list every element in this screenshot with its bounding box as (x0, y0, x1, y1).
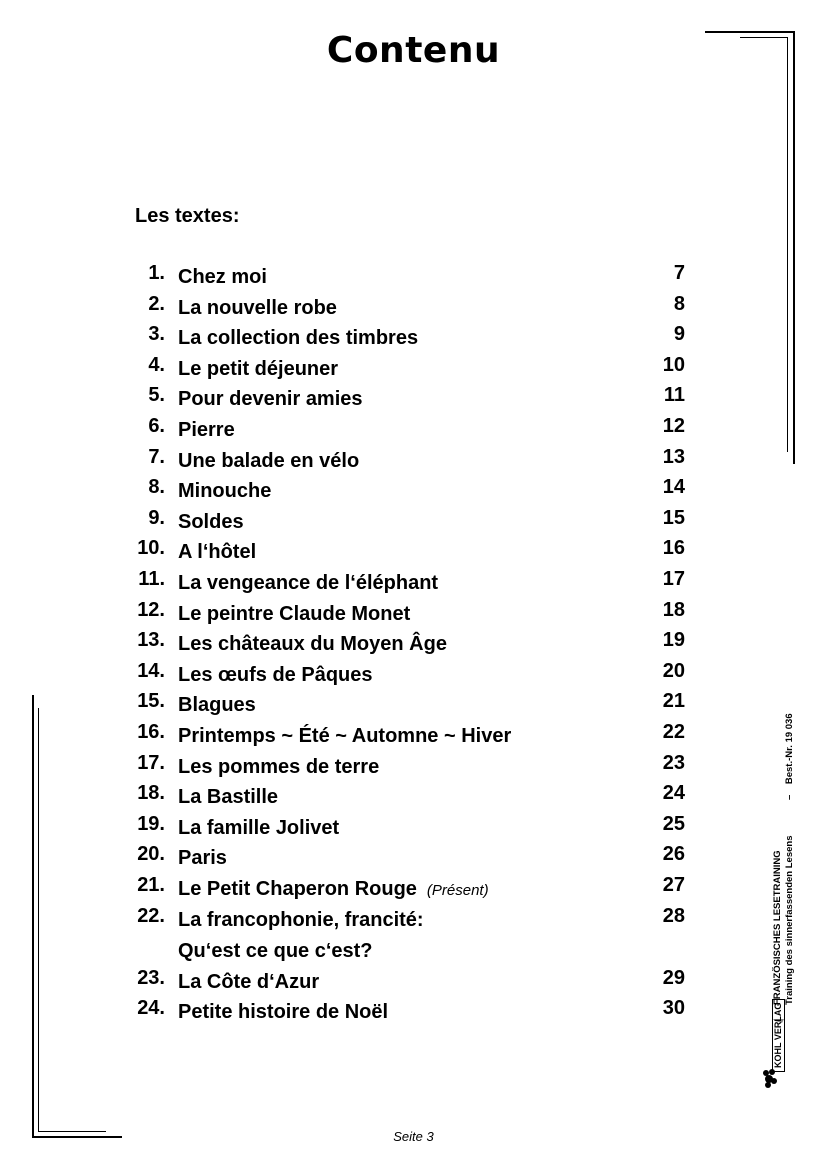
toc-entry-title-line (178, 936, 424, 967)
toc-entry-page: 26 (662, 843, 685, 866)
toc-entry-title-line (178, 384, 363, 415)
toc-entry-title-line (178, 629, 447, 660)
toc-entry-page: 22 (662, 721, 685, 743)
toc-entry-title (178, 752, 379, 783)
toc-entry-title (178, 415, 235, 446)
toc-entry-title-line (178, 813, 339, 844)
toc-entry (0, 293, 827, 323)
toc-entry-title-text: La Bastille (178, 786, 279, 809)
toc-entry-title-line (178, 599, 410, 630)
toc-entry-number: 6. (148, 415, 165, 437)
toc-entry-title-line (178, 446, 359, 477)
toc-entry-title-line (178, 476, 271, 507)
toc-entry-number: 7. (148, 445, 165, 468)
toc-entry-number: 24. (137, 997, 165, 1020)
toc-entry-title-line (178, 354, 338, 385)
frame-line-top-right (705, 31, 793, 33)
toc-entry-page: 12 (662, 415, 685, 437)
toc-entry-title-line (178, 660, 373, 691)
toc-entry-title-line (178, 843, 227, 874)
toc-entry-title (178, 323, 418, 354)
toc-entry-page: 15 (662, 506, 685, 529)
toc-entry-title-line (178, 262, 267, 293)
order-number (784, 713, 796, 800)
toc-entry-page: 19 (662, 629, 685, 652)
frame-line-right-inner (787, 37, 788, 452)
toc-entry (0, 507, 827, 537)
frame-line-left-outer (32, 695, 34, 1138)
toc-entry-title (178, 967, 319, 998)
toc-entry-number: 18. (137, 782, 165, 805)
toc-entry-page: 10 (662, 353, 685, 376)
toc-entry-page: 27 (662, 874, 685, 896)
toc-entry-title-line (178, 905, 424, 936)
toc-entry-page: 20 (662, 659, 685, 682)
toc-entry-title-text: La collection des timbres (178, 327, 419, 350)
toc-entry-page: 23 (662, 751, 685, 774)
toc-entry-number: 17. (137, 751, 165, 774)
toc-entry-number: 3. (148, 323, 165, 346)
toc-entry-title-text: A l‘hôtel (178, 541, 257, 564)
toc-entry-page: 30 (662, 997, 685, 1020)
toc-entry (0, 782, 827, 812)
toc-entry-title-line (178, 967, 319, 998)
toc-entry-title (178, 813, 339, 844)
toc-entry (0, 843, 827, 873)
toc-entry-page: 18 (662, 598, 685, 621)
toc-entry-title (178, 660, 373, 691)
toc-entry-title-text: Le petit déjeuner (178, 357, 339, 380)
toc-entry-page: 16 (662, 537, 685, 560)
toc-entry (0, 660, 827, 690)
toc-entry-title-text: La vengeance de l‘éléphant (178, 572, 439, 594)
page-number-footer: Seite 3 (393, 1129, 434, 1144)
frame-line-top-right-inner (740, 37, 787, 38)
toc-entry-title (178, 354, 338, 385)
toc-entry-title-line (178, 782, 278, 813)
toc-entry (0, 476, 827, 506)
toc-entry-title-text: Petite histoire de Noël (178, 1001, 389, 1024)
toc-entry-note: (Présent) (426, 882, 489, 899)
toc-entry-title (178, 384, 363, 415)
toc-entry-number: 9. (148, 506, 165, 529)
publisher-name: KOHL VERLAG (772, 999, 785, 1072)
section-heading: Les textes: (135, 205, 240, 227)
toc-entry-title (178, 905, 424, 967)
toc-entry-page: 28 (662, 904, 685, 927)
toc-entry-title-text: Les pommes de terre (178, 755, 380, 778)
toc-entry (0, 446, 827, 476)
toc-entry-page: 8 (673, 292, 685, 315)
toc-entry-title (178, 599, 410, 630)
toc-entry-number: 20. (137, 843, 165, 866)
toc-entry-title-line (178, 752, 379, 783)
toc-entry-title-text: Les châteaux du Moyen Âge (178, 633, 447, 656)
page-title: Contenu (326, 30, 501, 71)
toc-entry-title-line (178, 293, 337, 324)
toc-entry-title-text: Le Petit Chaperon Rouge (178, 878, 417, 900)
toc-entry (0, 904, 827, 962)
toc-entry-page: 11 (663, 384, 685, 407)
series-subtitle: Training des sinnerfassenden Lesens (784, 835, 795, 1005)
toc-entry-title-text: Paris (178, 847, 227, 870)
toc-entry-page: 9 (673, 323, 685, 346)
toc-entry-title-text: Le peintre Claude Monet (178, 602, 411, 625)
toc-entry-page: 24 (662, 782, 685, 805)
toc-entry-number: 23. (137, 966, 165, 989)
toc-entry-number: 21. (137, 874, 165, 896)
toc-entry-number: 11. (138, 568, 165, 590)
toc-entry-title-text: Soldes (178, 510, 244, 533)
toc-entry-title (178, 629, 447, 660)
toc-entry-title-text: Printemps ~ Été ~ Automne ~ Hiver (178, 725, 512, 747)
toc-entry-title (178, 262, 267, 293)
toc-entry-title-line (178, 415, 235, 446)
toc-entry (0, 721, 827, 751)
toc-entry-title-text: Pierre (178, 419, 235, 441)
toc-entry-number: 22. (137, 904, 165, 927)
toc-entry-title (178, 721, 511, 752)
toc-entry-title-line (178, 507, 244, 538)
toc-entry-title-text: La francophonie, francité: (178, 908, 424, 931)
toc-entry (0, 354, 827, 384)
toc-entry-title (178, 537, 256, 568)
toc-entry-title (178, 782, 278, 813)
toc-entry-title-text: Qu‘est ce que c‘est? (178, 939, 373, 962)
toc-entry-page: 29 (662, 966, 685, 989)
sidebar-separator: – (784, 794, 795, 800)
frame-line-right-outer (793, 31, 795, 464)
toc-entry-title-line (178, 568, 438, 599)
toc-entry (0, 415, 827, 445)
toc-entry-title-line (178, 323, 418, 354)
toc-entry (0, 752, 827, 782)
toc-entry-title-line (178, 874, 489, 906)
toc-entry (0, 967, 827, 997)
toc-entry (0, 690, 827, 720)
toc-entry (0, 537, 827, 567)
toc-entry-title-text: La Côte d‘Azur (178, 970, 320, 993)
toc-entry-title-text: Une balade en vélo (178, 449, 360, 472)
toc-entry-number: 16. (137, 721, 165, 743)
toc-entry-page: 7 (673, 262, 685, 284)
toc-entry-title-text: La nouvelle robe (178, 296, 337, 319)
toc-entry-number: 19. (137, 812, 165, 835)
toc-entry-title (178, 843, 227, 874)
toc-entry-number: 8. (148, 476, 165, 499)
toc-entry-title (178, 997, 388, 1028)
toc-entry (0, 599, 827, 629)
toc-entry-title (178, 507, 244, 538)
toc-entry-title-line (178, 721, 511, 752)
toc-entry-title-line (178, 537, 256, 568)
toc-entry (0, 262, 827, 292)
toc-entry-title (178, 446, 359, 477)
toc-entry-number: 13. (137, 629, 165, 652)
toc-entry-title (178, 690, 256, 721)
toc-entry (0, 874, 827, 904)
toc-entry (0, 323, 827, 353)
toc-entry-number: 2. (148, 292, 165, 315)
toc-entry-page: 13 (662, 445, 685, 468)
toc-entry-title-text: Pour devenir amies (178, 388, 363, 411)
toc-entry-title-text: Les œufs de Pâques (178, 663, 373, 686)
toc-entry-title-line (178, 997, 388, 1028)
toc-entry (0, 384, 827, 414)
toc-entry-title-text: Minouche (178, 480, 272, 503)
toc-entry-title (178, 874, 489, 906)
toc-entry-title-text: Blagues (178, 694, 256, 717)
toc-entry (0, 629, 827, 659)
toc-entry-page: 17 (662, 568, 685, 590)
toc-entry-page: 25 (662, 812, 685, 835)
order-number-text: Best.-Nr. 19 036 (784, 713, 795, 785)
toc-entry-title-text: Chez moi (178, 266, 267, 288)
toc-entry-number: 14. (137, 659, 165, 682)
toc-entry-title (178, 293, 337, 324)
toc-entry-number: 1. (148, 262, 165, 284)
toc-entry-title-text: La famille Jolivet (178, 816, 340, 839)
toc-entry-title (178, 568, 438, 599)
toc-entry-number: 10. (137, 537, 165, 560)
toc-entry-number: 4. (148, 353, 165, 376)
toc-entry-page: 14 (662, 476, 685, 499)
series-title: FRANZÖSISCHES LESETRAINING (772, 850, 783, 1005)
toc-entry-number: 5. (148, 384, 165, 407)
toc-entry-page: 21 (662, 690, 685, 713)
toc-entry-title (178, 476, 271, 507)
toc-entry-number: 15. (137, 690, 165, 713)
frame-line-left-inner (38, 708, 39, 1132)
publisher-sidebar (772, 713, 796, 1005)
toc-entry (0, 813, 827, 843)
toc-entry (0, 997, 827, 1027)
toc-entry-title-line (178, 690, 256, 721)
toc-entry (0, 568, 827, 598)
toc-entry-number: 12. (137, 598, 165, 621)
